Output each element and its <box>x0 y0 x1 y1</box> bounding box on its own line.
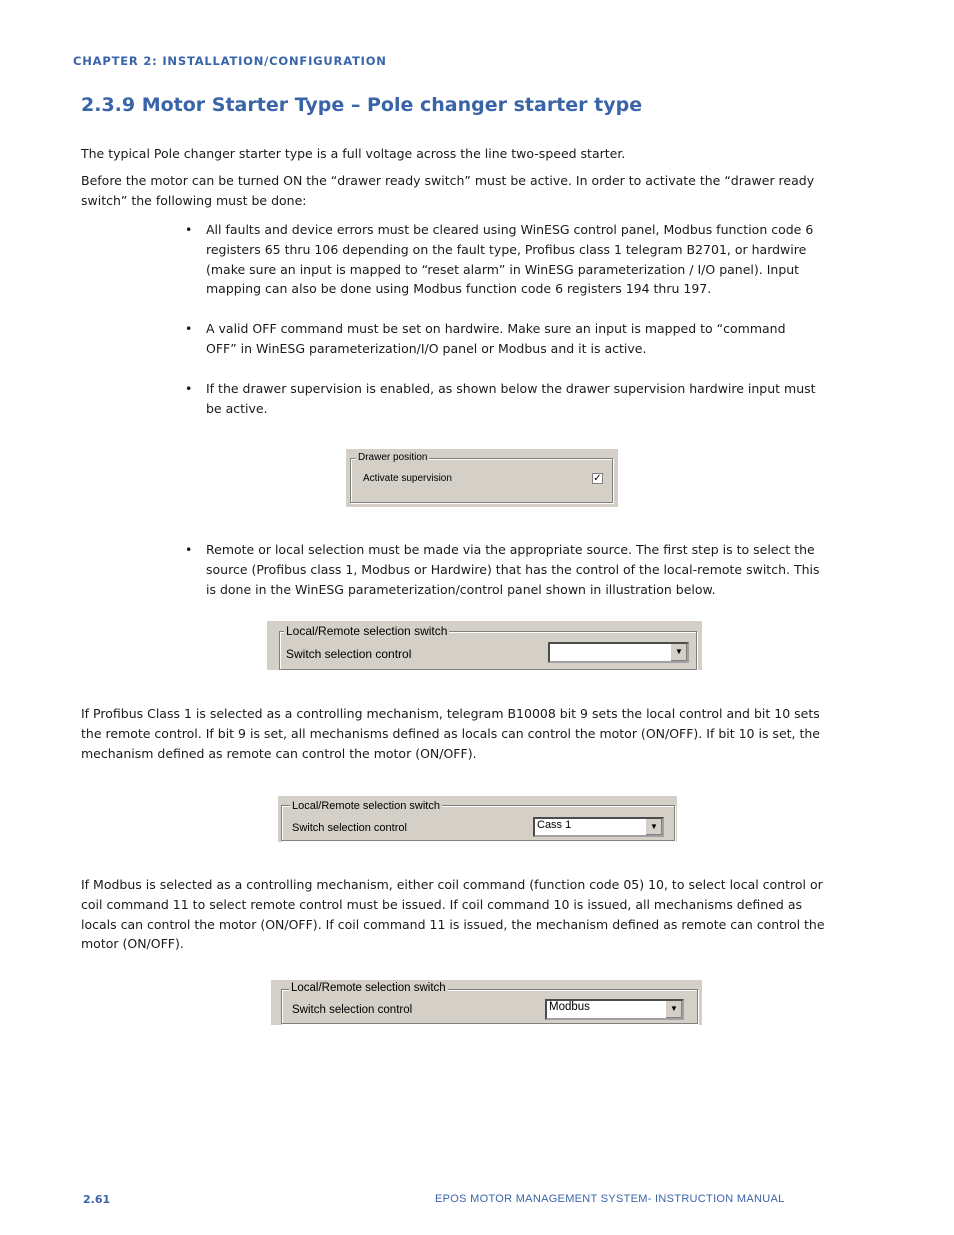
bullet-icon: • <box>185 542 193 557</box>
switch-legend: Local/Remote selection switch <box>291 982 446 994</box>
section-title: 2.3.9 Motor Starter Type – Pole changer starter type <box>81 94 643 116</box>
switch-selection-dropdown[interactable] <box>545 999 684 1020</box>
drawer-position-panel <box>346 449 618 507</box>
chevron-down-icon[interactable]: ▼ <box>645 819 662 835</box>
drawer-ready-paragraph: Before the motor can be turned ON the “drawer ready switch” must be active. In order to activate the “drawer ready switch” the following must be done: <box>81 173 815 208</box>
switch-selection-dropdown[interactable] <box>533 817 664 837</box>
bullet-icon: • <box>185 381 193 396</box>
chapter-header: CHAPTER 2: INSTALLATION/CONFIGURATION <box>73 54 387 68</box>
activate-supervision-label: Activate supervision <box>363 473 452 484</box>
switch-legend: Local/Remote selection switch <box>292 800 440 812</box>
bullet-text: Remote or local selection must be made via the appropriate source. The first step is to select the source (Profibus class 1, Modbus or Hardwire) that has the control of the local-remote switch. This is done in the WinESG parameterization/control panel shown in illustration below. <box>206 542 820 597</box>
bullet-text: If the drawer supervision is enabled, as shown below the drawer supervision hardwire input must be active. <box>206 381 816 416</box>
activate-supervision-checkbox[interactable]: ✓ <box>593 473 602 484</box>
chevron-down-icon[interactable]: ▼ <box>670 644 687 661</box>
dropdown-value: Cass 1 <box>537 819 572 831</box>
bullet-item-clear-faults <box>185 220 820 299</box>
bullet-text: A valid OFF command must be set on hardwire. Make sure an input is mapped to “command OFF” in WinESG parameterization/I/O panel or Modbus and it is active. <box>206 321 786 356</box>
page-number: 2.61 <box>83 1193 111 1206</box>
bullet-item-remote-local <box>185 540 820 599</box>
intro-paragraph: The typical Pole changer starter type is a full voltage across the line two-speed starter. <box>81 146 626 161</box>
switch-selection-label: Switch selection control <box>292 1004 413 1016</box>
chevron-down-icon[interactable]: ▼ <box>665 1001 682 1018</box>
switch-panel-modbus <box>271 980 702 1025</box>
profibus-paragraph: If Profibus Class 1 is selected as a controlling mechanism, telegram B10008 bit 9 sets the local control and bit 10 sets the remote control. If bit 9 is set, all mechanisms defined as locals can control the motor (ON/OFF). If bit 10 is set, the mechanism defined as remote can control the motor (ON/OFF). <box>81 706 821 761</box>
dropdown-value: Modbus <box>549 1001 590 1013</box>
switch-panel-empty <box>267 621 702 670</box>
bullet-text: All faults and device errors must be cleared using WinESG control panel, Modbus function code 6 registers 65 thru 106 depending on the fault type, Profibus class 1 telegram B2701, or hardwire (make sure an input is mapped to “reset alarm” in WinESG parameterization / I/O panel). Input mapping can also be done using Modbus function code 6 registers 194 thru 197. <box>206 222 814 297</box>
switch-selection-label: Switch selection control <box>286 647 412 661</box>
bullet-icon: • <box>185 321 193 336</box>
bullet-item-drawer-supervision <box>185 379 820 419</box>
bullet-icon: • <box>185 222 193 237</box>
switch-panel-class1 <box>278 796 677 842</box>
switch-legend: Local/Remote selection switch <box>286 624 448 638</box>
manual-title: EPOS MOTOR MANAGEMENT SYSTEM- INSTRUCTION MANUAL <box>435 1193 785 1205</box>
bullet-item-off-command <box>185 319 820 359</box>
modbus-paragraph: If Modbus is selected as a controlling mechanism, either coil command (function code 05) 10, to select local control or coil command 11 to select remote control must be issued. If coil command 10 is issued, all mechanisms defined as locals can control the motor (ON/OFF). If coil command 11 is issued, the mechanism defined as remote can control the motor (ON/OFF). <box>81 877 825 952</box>
switch-selection-label: Switch selection control <box>292 822 407 834</box>
switch-selection-dropdown[interactable] <box>548 642 689 663</box>
drawer-position-legend: Drawer position <box>358 452 428 463</box>
